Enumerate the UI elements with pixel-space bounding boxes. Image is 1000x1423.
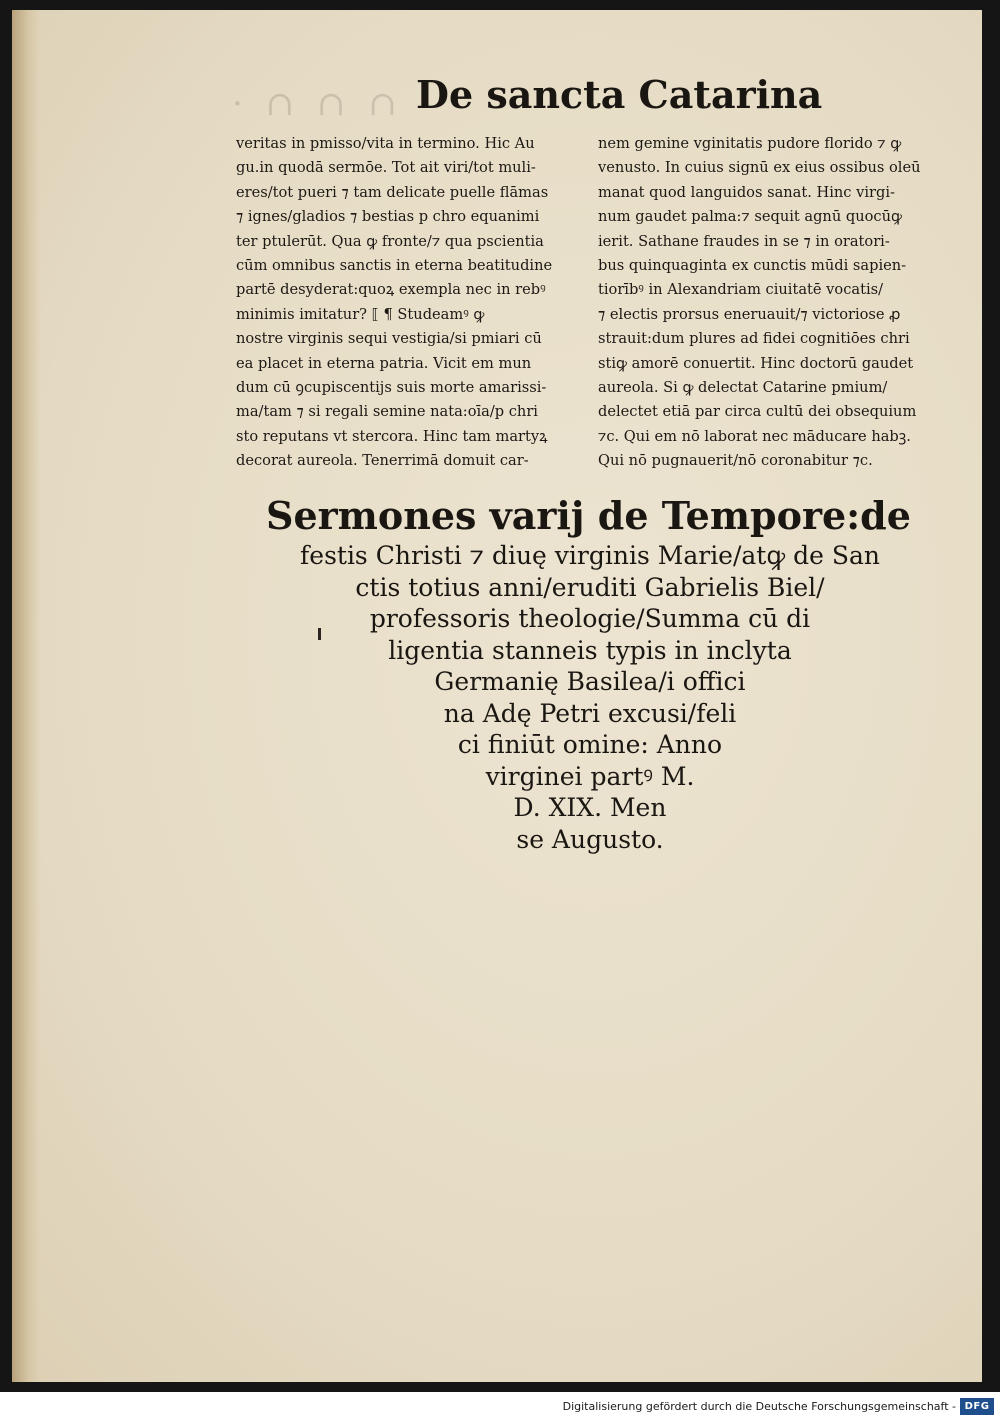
text-line: veritas in pmisso/vita in termino. Hic Au [236,135,535,152]
text-line: bus quinquaginta ex cunctis mūdi sapien- [598,256,907,274]
colophon-line: virginei partꝰ M. [485,761,695,791]
text-line: delectet etiā par circa cultū dei obsequium [598,403,917,421]
colophon-line: ci finiūt omine: Anno [457,730,723,759]
text-line: manat quod languidos sanat. Hinc virgi- [598,183,895,201]
text-line: ma/tam ⁊ si regali semine nata:oīa/p chri [236,403,538,421]
right-text-column [598,132,953,473]
ink-mark [318,628,321,640]
text-line: ⁊ electis prorsus eneruauit/⁊ victoriose ꝓ [598,305,901,323]
text-line: strauit:dum plures ad fidei cognitiōes chri [598,330,910,348]
running-head-title: De sancta Catarina [416,72,823,117]
text-line: stiꝙ amorē conuertit. Hinc doctorū gaudet [598,354,914,372]
dfg-logo: DFG [960,1398,994,1415]
text-line: nem gemine vginitatis pudore florido ⁊ ꝙ [598,135,902,152]
text-line: nostre virginis sequi vestigia/si pmiari cū [236,330,542,348]
colophon-line: na Adę Petri excusi/feli [443,698,737,728]
text-line: eres/tot pueri ⁊ tam delicate puelle flāmas [236,183,549,201]
colophon [266,492,911,855]
text-line: aureola. Si ꝙ delectat Catarine pmium/ [598,378,888,396]
colophon-line: D. XIX. Men [513,793,667,822]
colophon-line: Germanię Basilea/i offici [434,667,746,696]
colophon-title-line: Sermones varij de Tempore:de [266,493,911,538]
colophon-line: ligentia stanneis typis in inclyta [388,635,792,665]
text-line: num gaudet palma:⁊ sequit agnū quocūꝙ [598,208,902,226]
text-line: partē desyderat:quoꝝ exempla nec in rebꝰ [236,281,546,299]
text-line: ⁊ ignes/gladios ⁊ bestias p chro equanimi [236,208,540,226]
colophon-line: professoris theologie/Summa cū di [369,604,811,633]
text-line: dum cū ꝯcupiscentijs suis morte amarissi- [236,378,547,396]
text-line: cūm omnibus sanctis in eterna beatitudine [236,256,553,274]
text-line: gu.in quodā sermōe. Tot ait viri/tot muli- [236,159,536,177]
text-line: tiorībꝰ in Alexandriam ciuitatē vocatis/ [598,281,884,299]
footer-bar [0,1392,1000,1423]
page-edge [12,10,40,1382]
left-text-column [236,132,591,473]
text-line: ea placet in eterna patria. Vicit em mun [236,354,532,372]
funding-notice: Digitalisierung gefördert durch die Deutsche Forschungsgemeinschaft - [562,1400,956,1413]
colophon-line: festis Christi ⁊ diuę virginis Marie/atꝙ de San [300,541,880,570]
text-line: minimis imitatur? ⟦ ¶ Studeamꝰ ꝙ [236,305,485,323]
text-line: decorat aureola. Tenerrimā domuit car- [236,452,529,470]
colophon-line: ctis totius anni/eruditi Gabrielis Biel/ [355,572,825,602]
text-line: sto reputans vt stercora. Hinc tam martyꝝ [236,427,548,445]
text-line: venusto. In cuius signū ex eius ossibus oleū [598,159,921,177]
text-line: ierit. Sathane fraudes in se ⁊ in oratori- [598,232,890,250]
text-line: Qui nō pugnauerit/nō coronabitur ⁊c. [598,452,873,470]
text-line: ter ptulerūt. Qua ꝙ fronte/⁊ qua pscientia [236,232,544,250]
text-line: ⁊c. Qui em nō laborat nec māducare habꝫ. [598,427,911,445]
faded-header-bleedthrough: · ∩ ∩ ∩ [232,84,403,124]
colophon-line: se Augusto. [516,824,664,854]
